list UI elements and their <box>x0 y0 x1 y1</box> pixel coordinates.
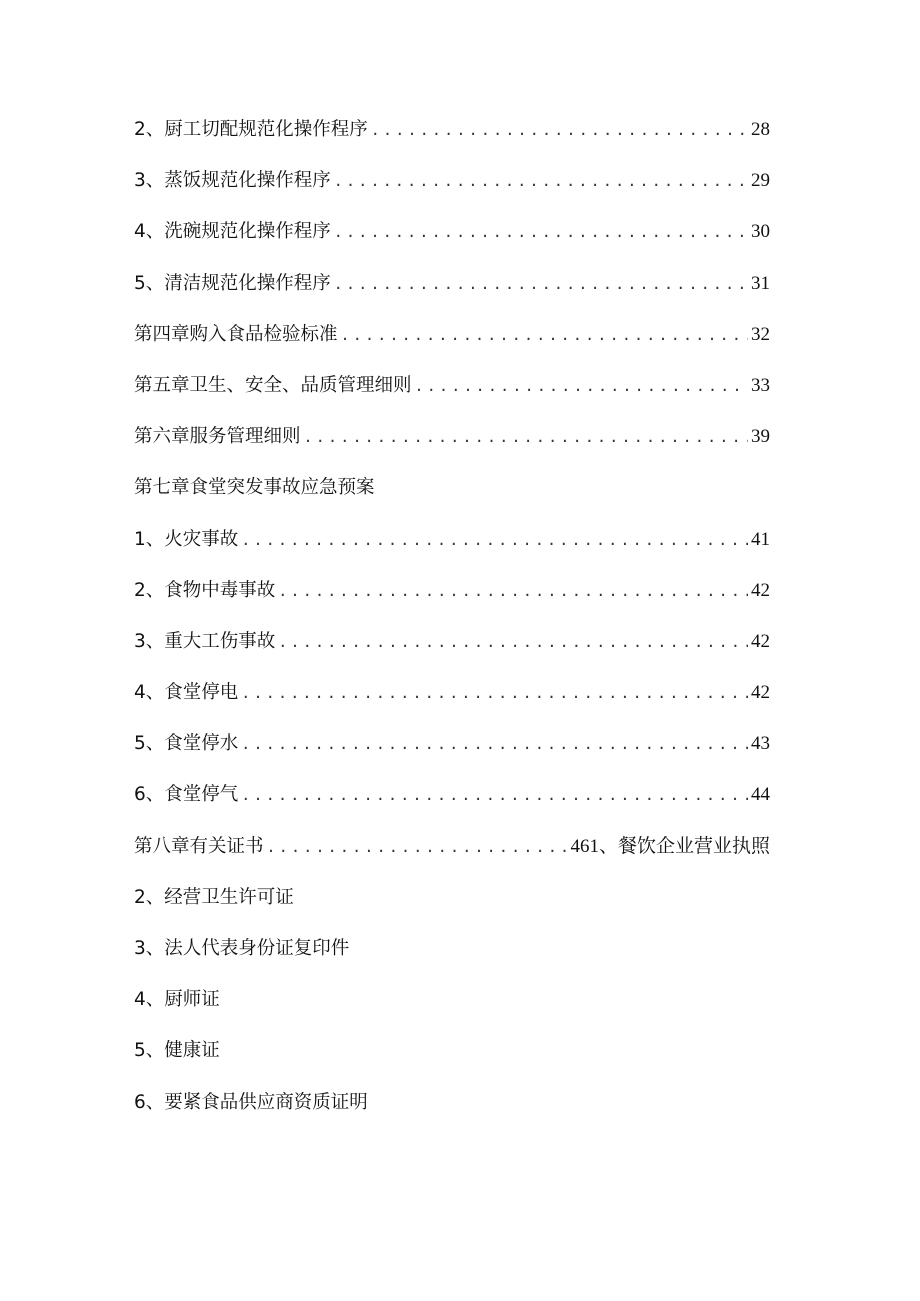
dot-leader <box>415 368 748 404</box>
toc-page-number: 33 <box>751 374 770 396</box>
toc-entry[interactable] <box>134 266 770 317</box>
toc-entry-label: 6、食堂停气 <box>134 784 239 806</box>
toc-page-number: 461、餐饮企业营业执照 <box>570 835 770 857</box>
toc-page-number: 42 <box>751 630 770 652</box>
dot-leader <box>278 624 748 660</box>
toc-entry[interactable] <box>134 214 770 265</box>
toc-page-number: 44 <box>751 784 770 806</box>
toc-entry[interactable] <box>134 317 770 368</box>
dot-leader <box>334 266 748 302</box>
toc-entry-label: 第七章食堂突发事故应急预案 <box>134 477 375 499</box>
dot-leader <box>241 675 748 711</box>
toc-entry[interactable] <box>134 419 770 470</box>
dot-leader <box>341 317 748 353</box>
toc-entry-label: 3、法人代表身份证复印件 <box>134 938 350 959</box>
toc-entry-label: 2、经营卫生许可证 <box>134 886 294 908</box>
dot-leader <box>334 214 748 250</box>
toc-entry[interactable] <box>134 931 770 982</box>
toc-entry[interactable] <box>134 112 770 163</box>
toc-page-number: 32 <box>751 323 770 345</box>
toc-entry-label: 6、要紧食品供应商资质证明 <box>134 1091 368 1113</box>
toc-entry-label: 5、清洁规范化操作程序 <box>134 272 331 294</box>
toc-page-number: 43 <box>751 733 770 755</box>
toc-entry-label: 4、洗碗规范化操作程序 <box>134 221 331 243</box>
toc-page-number: 42 <box>751 579 770 601</box>
dot-leader <box>241 522 748 558</box>
toc-entry[interactable] <box>134 573 770 624</box>
toc-entry[interactable] <box>134 624 770 675</box>
toc-page-number: 30 <box>751 221 770 243</box>
toc-entry-label: 5、健康证 <box>134 1040 220 1062</box>
toc-page-number: 31 <box>751 272 770 294</box>
toc-entry[interactable] <box>134 880 770 931</box>
toc-entry-label: 5、食堂停水 <box>134 733 239 755</box>
toc-entry[interactable] <box>134 726 770 777</box>
toc-entry-label: 第五章卫生、安全、品质管理细则 <box>134 374 412 396</box>
dot-leader <box>278 573 748 609</box>
toc-entry-label: 1、火灾事故 <box>134 528 239 550</box>
toc-entry[interactable] <box>134 829 770 880</box>
table-of-contents <box>134 112 770 1136</box>
toc-entry[interactable] <box>134 1085 770 1136</box>
toc-entry-label: 2、厨工切配规范化操作程序 <box>134 119 368 140</box>
toc-entry[interactable] <box>134 522 770 573</box>
dot-leader <box>241 777 748 813</box>
toc-entry-label: 3、蒸饭规范化操作程序 <box>134 170 331 192</box>
dot-leader <box>267 829 568 865</box>
toc-entry-label: 2、食物中毒事故 <box>134 579 276 601</box>
toc-entry-label: 第八章有关证书 <box>134 835 264 857</box>
toc-entry[interactable] <box>134 163 770 214</box>
dot-leader <box>334 163 748 199</box>
toc-page-number: 41 <box>751 528 770 550</box>
dot-leader <box>304 419 748 455</box>
toc-page-number: 42 <box>751 682 770 704</box>
toc-page-number: 29 <box>751 170 770 192</box>
toc-entry[interactable] <box>134 1033 770 1084</box>
toc-entry-label: 4、食堂停电 <box>134 682 239 704</box>
toc-entry-label: 第六章服务管理细则 <box>134 426 301 448</box>
toc-entry[interactable] <box>134 368 770 419</box>
toc-entry-label: 4、厨师证 <box>134 989 220 1011</box>
toc-page-number: 28 <box>751 119 770 140</box>
toc-entry[interactable] <box>134 982 770 1033</box>
toc-entry[interactable] <box>134 470 770 521</box>
toc-entry-label: 第四章购入食品检验标准 <box>134 323 338 345</box>
toc-entry[interactable] <box>134 675 770 726</box>
toc-entry[interactable] <box>134 777 770 828</box>
toc-page-number: 39 <box>751 426 770 448</box>
toc-entry-label: 3、重大工伤事故 <box>134 630 276 652</box>
dot-leader <box>371 112 748 148</box>
dot-leader <box>241 726 748 762</box>
